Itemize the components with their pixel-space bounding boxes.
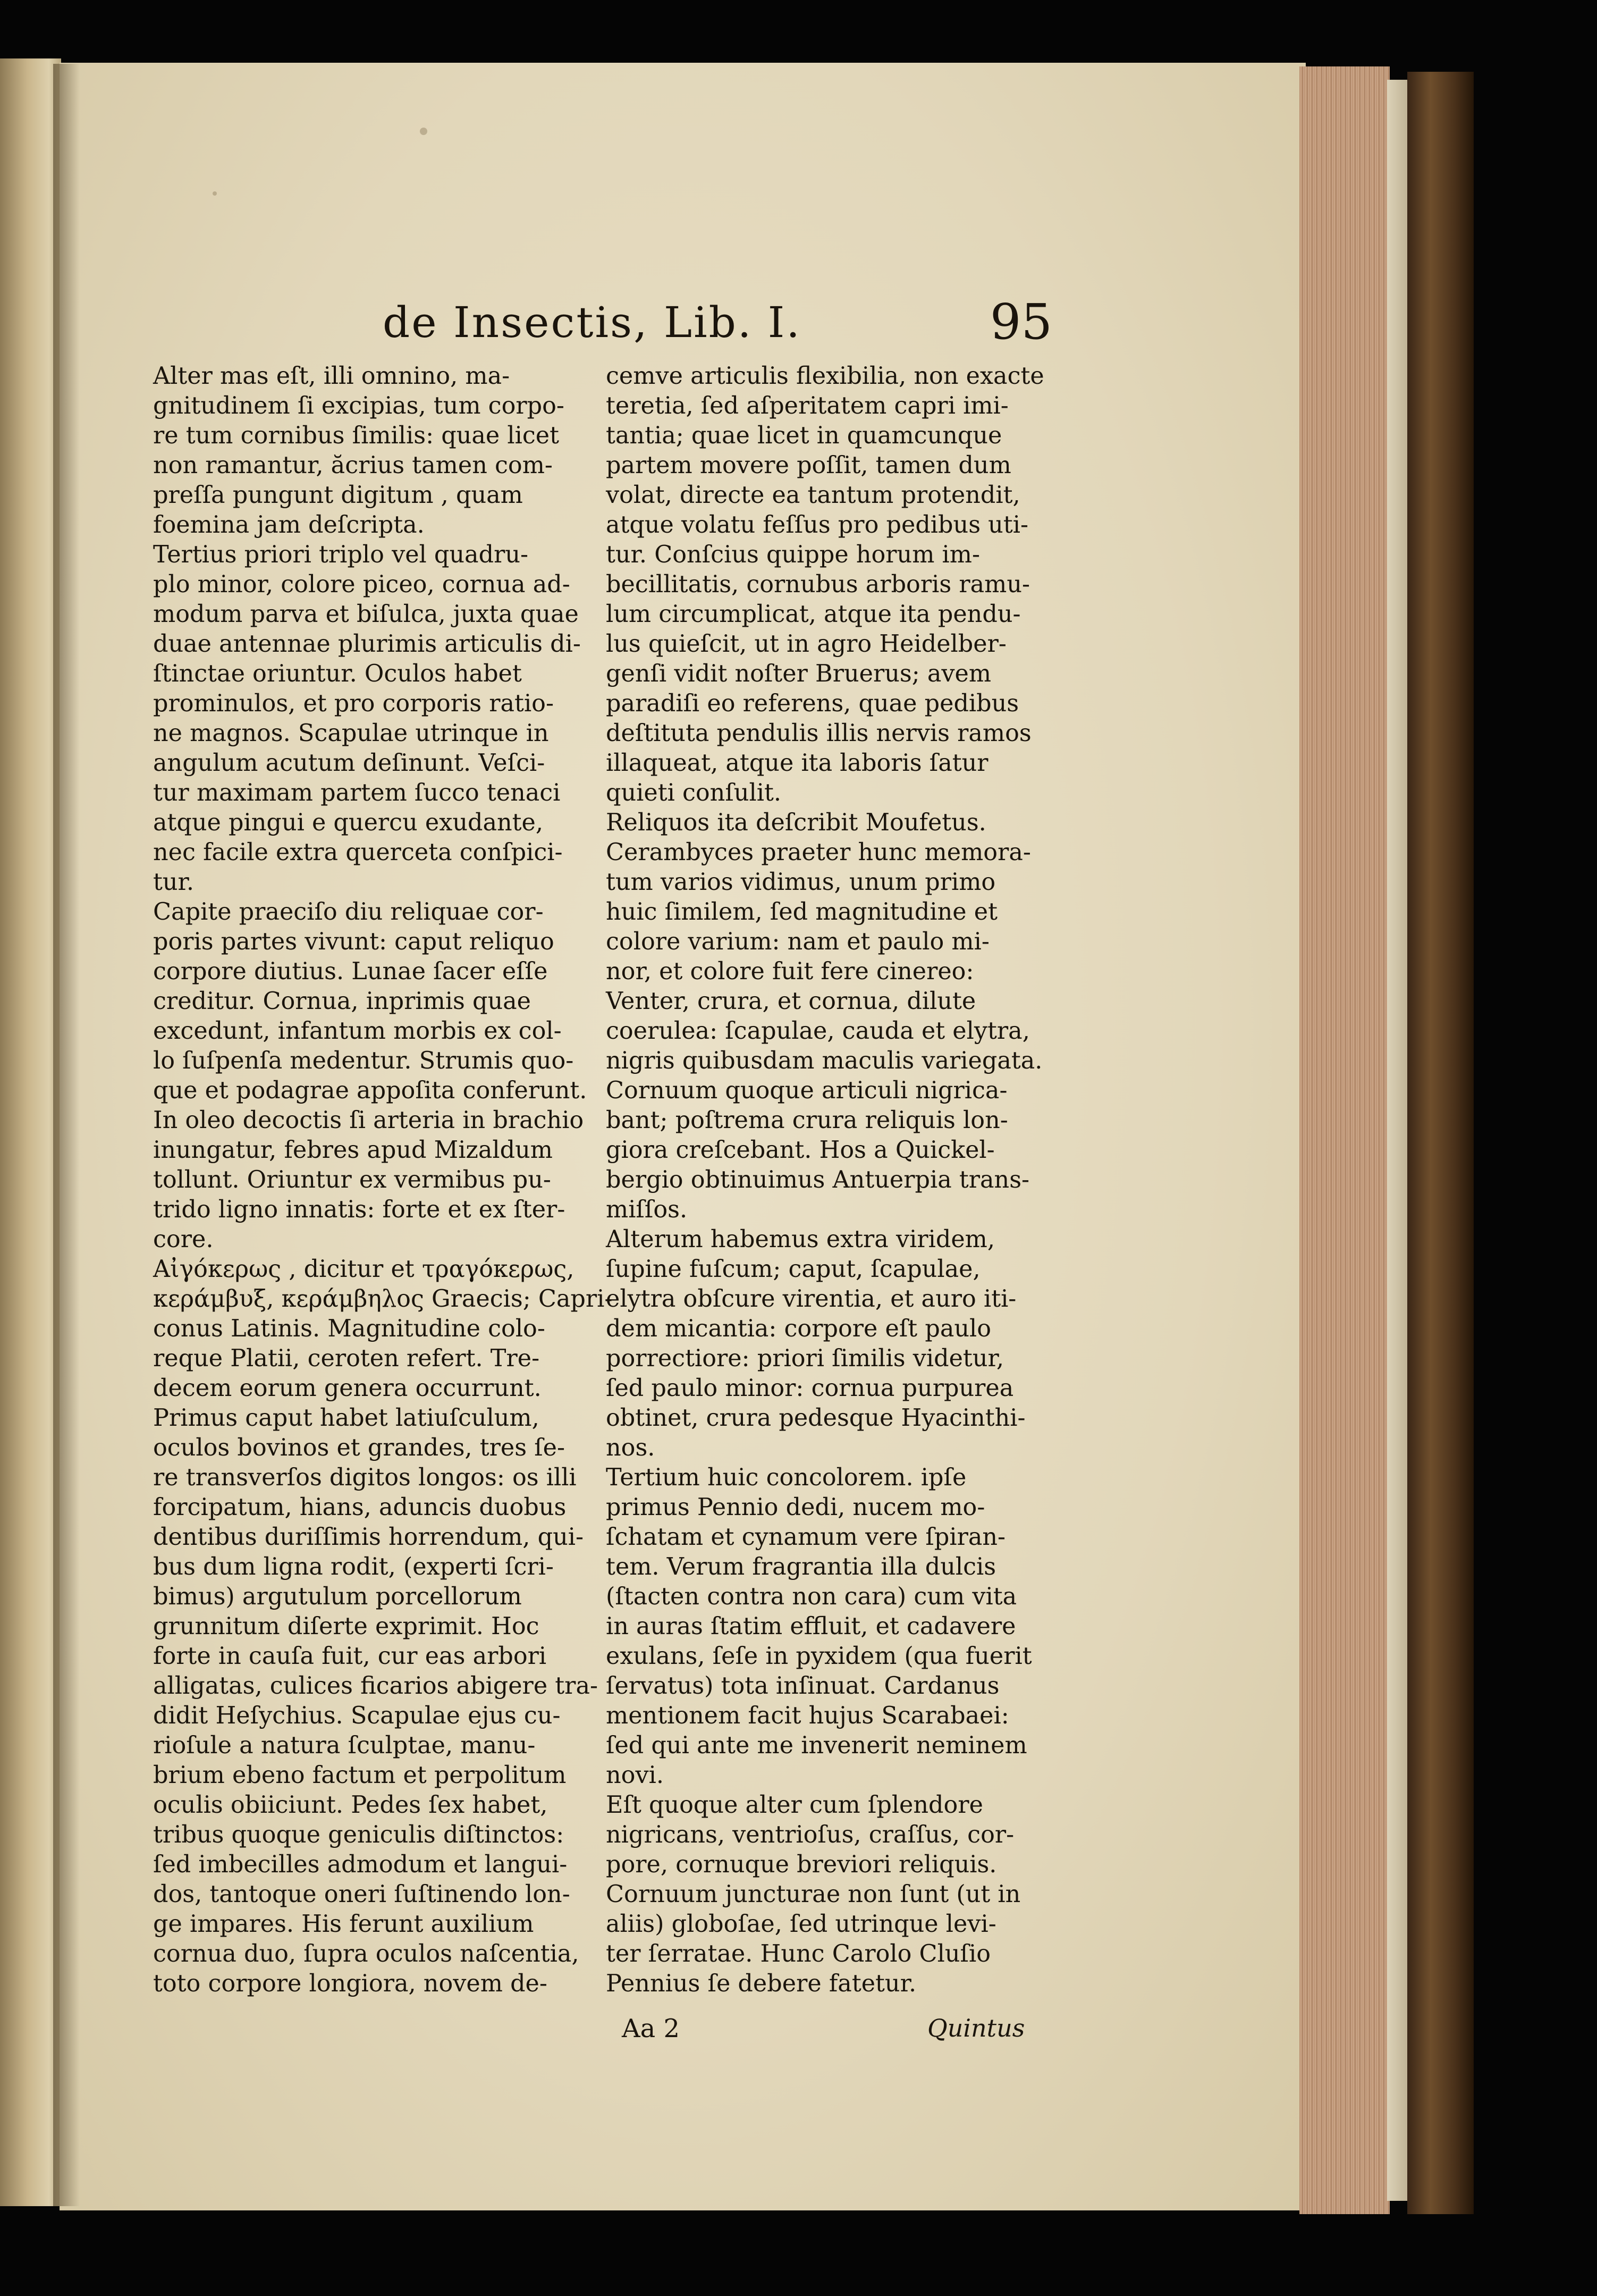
text-line: prominulos, et pro corporis ratio- xyxy=(153,690,554,717)
text-line: Tertium huic concolorem. ipſe xyxy=(606,1464,967,1491)
text-line: partem movere poſſit, tamen dum xyxy=(606,452,1011,479)
left-column xyxy=(153,361,613,1999)
text-line: cornua duo, ſupra oculos naſcentia, xyxy=(153,1940,579,1967)
text-line: lus quieſcit, ut in agro Heidelber- xyxy=(606,630,1007,658)
text-line: deſtituta pendulis illis nervis ramos xyxy=(606,720,1032,747)
text-line: tum varios vidimus, unum primo xyxy=(606,869,996,896)
text-line: teretia, ſed aſperitatem capri imi- xyxy=(606,392,1009,419)
text-line: tur maximam partem ſucco tenaci xyxy=(153,779,561,806)
text-line: re tum cornibus ſimilis: quae licet xyxy=(153,422,559,449)
text-line: In oleo decoctis ſi arteria in brachio xyxy=(153,1107,584,1134)
text-line: ſtinctae oriuntur. Oculos habet xyxy=(153,660,522,687)
text-line: elytra obſcure virentia, et auro iti- xyxy=(606,1285,1017,1313)
text-line: dentibus duriſſimis horrendum, qui- xyxy=(153,1524,584,1551)
catchword: Quintus xyxy=(927,2014,1025,2042)
text-line: brium ebeno factum et perpolitum xyxy=(153,1762,567,1789)
text-line: ſed paulo minor: cornua purpurea xyxy=(606,1375,1014,1402)
text-line: corpore diutius. Lunae ſacer eſſe xyxy=(153,958,548,985)
text-line: nor, et colore fuit fere cinereo: xyxy=(606,958,974,985)
page-number: 95 xyxy=(990,293,1052,350)
text-line: Cornuum quoque articuli nigrica- xyxy=(606,1077,1008,1104)
text-line: aliis) globoſae, ſed utrinque levi- xyxy=(606,1911,996,1938)
text-line: in auras ſtatim effluit, et cadavere xyxy=(606,1613,1016,1640)
text-line: ſed imbecilles admodum et langui- xyxy=(153,1851,568,1878)
text-line: foemina jam deſcripta. xyxy=(153,511,425,539)
text-line: nos. xyxy=(606,1434,655,1461)
text-line: giora creſcebant. Hos a Quickel- xyxy=(606,1137,995,1164)
text-line: Venter, crura, et cornua, dilute xyxy=(606,988,976,1015)
text-line: colore varium: nam et paulo mi- xyxy=(606,928,990,955)
text-line: tantia; quae licet in quamcunque xyxy=(606,422,1002,449)
text-line: trido ligno innatis: forte et ex ſter- xyxy=(153,1196,565,1223)
right-column xyxy=(606,361,1044,1999)
text-line: oculis obiiciunt. Pedes ſex habet, xyxy=(153,1792,548,1819)
text-line: non ramantur, ăcrius tamen com- xyxy=(153,452,553,479)
text-line: nec facile extra querceta conſpici- xyxy=(153,839,563,866)
text-line: poris partes vivunt: caput reliquo xyxy=(153,928,554,955)
text-line: decem eorum genera occurrunt. xyxy=(153,1375,542,1402)
text-line: dos, tantoque oneri ſuſtinendo lon- xyxy=(153,1881,570,1908)
text-line: coerulea: ſcapulae, cauda et elytra, xyxy=(606,1017,1030,1045)
text-line: tur. xyxy=(153,869,195,896)
text-line: modum parva et biſulca, juxta quae xyxy=(153,601,579,628)
text-line: que et podagrae appoſita conferunt. xyxy=(153,1077,587,1104)
text-line: Alter mas eſt, illi omnino, ma- xyxy=(153,363,510,390)
text-line: mentionem facit hujus Scarabaei: xyxy=(606,1702,1009,1729)
text-line: Primus caput habet latiuſculum, xyxy=(153,1404,539,1432)
text-line: paradiſi eo referens, quae pedibus xyxy=(606,690,1019,717)
text-line: primus Pennio dedi, nucem mo- xyxy=(606,1494,985,1521)
text-line: core. xyxy=(153,1226,214,1253)
text-line: Pennius ſe debere fatetur. xyxy=(606,1970,917,1997)
text-line: tur. Conſcius quippe horum im- xyxy=(606,541,981,568)
text-line: (ſtacten contra non cara) cum vita xyxy=(606,1583,1017,1610)
text-line: cemve articulis flexibilia, non exacte xyxy=(606,363,1044,390)
text-line: oculos bovinos et grandes, tres ſe- xyxy=(153,1434,565,1461)
text-line: forte in cauſa fuit, cur eas arbori xyxy=(153,1643,547,1670)
text-line: Reliquos ita deſcribit Moufetus. xyxy=(606,809,986,836)
ink-spot xyxy=(213,191,217,196)
text-line: inungatur, febres apud Mizaldum xyxy=(153,1137,553,1164)
text-line: pore, cornuque breviori reliquis. xyxy=(606,1851,997,1878)
text-line: nigricans, ventrioſus, craſſus, cor- xyxy=(606,1821,1015,1848)
text-line: toto corpore longiora, novem de- xyxy=(153,1970,547,1997)
text-line: didit Heſychius. Scapulae ejus cu- xyxy=(153,1702,561,1729)
previous-page-edge xyxy=(0,58,61,2206)
text-line: quieti conſulit. xyxy=(606,779,781,806)
text-line: Αἰγόκερως , dicitur et τραγόκερως, xyxy=(153,1256,574,1283)
text-line: conus Latinis. Magnitudine colo- xyxy=(153,1315,545,1342)
text-line: Cornuum juncturae non ſunt (ut in xyxy=(606,1881,1021,1908)
text-line: porrectiore: priori ſimilis videtur, xyxy=(606,1345,1004,1372)
text-line: Eſt quoque alter cum ſplendore xyxy=(606,1792,983,1819)
text-line: re transverſos digitos longos: os illi xyxy=(153,1464,577,1491)
text-line: lum circumplicat, atque ita pendu- xyxy=(606,601,1021,628)
text-line: huic ſimilem, ſed magnitudine et xyxy=(606,898,998,926)
text-line: Tertius priori triplo vel quadru- xyxy=(153,541,529,568)
text-line: illaqueat, atque ita laboris ſatur xyxy=(606,750,988,777)
text-line: bus dum ligna rodit, (experti ſcri- xyxy=(153,1553,554,1580)
text-line: Capite praeciſo diu reliquae cor- xyxy=(153,898,544,926)
text-line: ge impares. His ferunt auxilium xyxy=(153,1911,534,1938)
text-line: forcipatum, hians, aduncis duobus xyxy=(153,1494,567,1521)
text-line: ter ſerratae. Hunc Carolo Cluſio xyxy=(606,1940,991,1967)
text-line: excedunt, infantum morbis ex col- xyxy=(153,1017,562,1045)
text-line: bergio obtinuimus Antuerpia trans- xyxy=(606,1166,1030,1193)
fore-edge-pages xyxy=(1299,66,1390,2214)
fore-edge-inner xyxy=(1387,80,1408,2201)
text-line: reque Platii, ceroten refert. Tre- xyxy=(153,1345,540,1372)
text-line: bant; poſtrema crura reliquis lon- xyxy=(606,1107,1008,1134)
text-line: genſi vidit noſter Bruerus; avem xyxy=(606,660,992,687)
text-line: atque pingui e quercu exudante, xyxy=(153,809,544,836)
text-line: gnitudinem ſi excipias, tum corpo- xyxy=(153,392,564,419)
text-line: duae antennae plurimis articulis di- xyxy=(153,630,581,658)
text-line: novi. xyxy=(606,1762,664,1789)
text-line: volat, directe ea tantum protendit, xyxy=(606,482,1020,509)
signature-mark: Aa 2 xyxy=(622,2014,680,2043)
text-line: preſſa pungunt digitum , quam xyxy=(153,482,523,509)
text-line: exulans, ſeſe in pyxidem (qua fuerit xyxy=(606,1643,1032,1670)
text-line: atque volatu feſſus pro pedibus uti- xyxy=(606,511,1028,539)
text-line: grunnitum diſerte exprimit. Hoc xyxy=(153,1613,539,1640)
text-line: tem. Verum fragrantia illa dulcis xyxy=(606,1553,996,1580)
book-cover-edge xyxy=(1407,72,1474,2214)
text-line: dem micantia: corpore eſt paulo xyxy=(606,1315,992,1342)
text-line: creditur. Cornua, inprimis quae xyxy=(153,988,531,1015)
text-line: rioſule a natura ſculptae, manu- xyxy=(153,1732,536,1759)
text-line: tollunt. Oriuntur ex vermibus pu- xyxy=(153,1166,551,1193)
text-line: Alterum habemus extra viridem, xyxy=(606,1226,995,1253)
ink-spot xyxy=(420,128,427,135)
text-line: ſed qui ante me invenerit neminem xyxy=(606,1732,1027,1759)
text-line: ne magnos. Scapulae utrinque in xyxy=(153,720,549,747)
text-line: alligatas, culices ficarios abigere tra- xyxy=(153,1672,598,1700)
text-line: angulum acutum deſinunt. Veſci- xyxy=(153,750,545,777)
running-header xyxy=(383,293,1052,356)
text-line: κεράμβυξ, κεράμβηλος Graecis; Capri- xyxy=(153,1285,613,1313)
text-line: tribus quoque geniculis diſtinctos: xyxy=(153,1821,564,1848)
text-line: bimus) argutulum porcellorum xyxy=(153,1583,522,1610)
gutter-shadow xyxy=(53,64,80,2206)
text-line: nigris quibusdam maculis variegata. xyxy=(606,1047,1043,1074)
text-line: ſervatus) tota inſinuat. Cardanus xyxy=(606,1672,1000,1700)
text-line: lo ſuſpenſa medentur. Strumis quo- xyxy=(153,1047,574,1074)
text-line: plo minor, colore piceo, cornua ad- xyxy=(153,571,570,598)
text-line: Cerambyces praeter hunc memora- xyxy=(606,839,1031,866)
text-line: becillitatis, cornubus arboris ramu- xyxy=(606,571,1030,598)
text-line: ſchatam et cynamum vere ſpiran- xyxy=(606,1524,1006,1551)
running-title: de Insectis, Lib. I. xyxy=(383,298,801,347)
text-line: ſupine fuſcum; caput, ſcapulae, xyxy=(606,1256,981,1283)
text-line: miſſos. xyxy=(606,1196,688,1223)
text-line: obtinet, crura pedesque Hyacinthi- xyxy=(606,1404,1026,1432)
